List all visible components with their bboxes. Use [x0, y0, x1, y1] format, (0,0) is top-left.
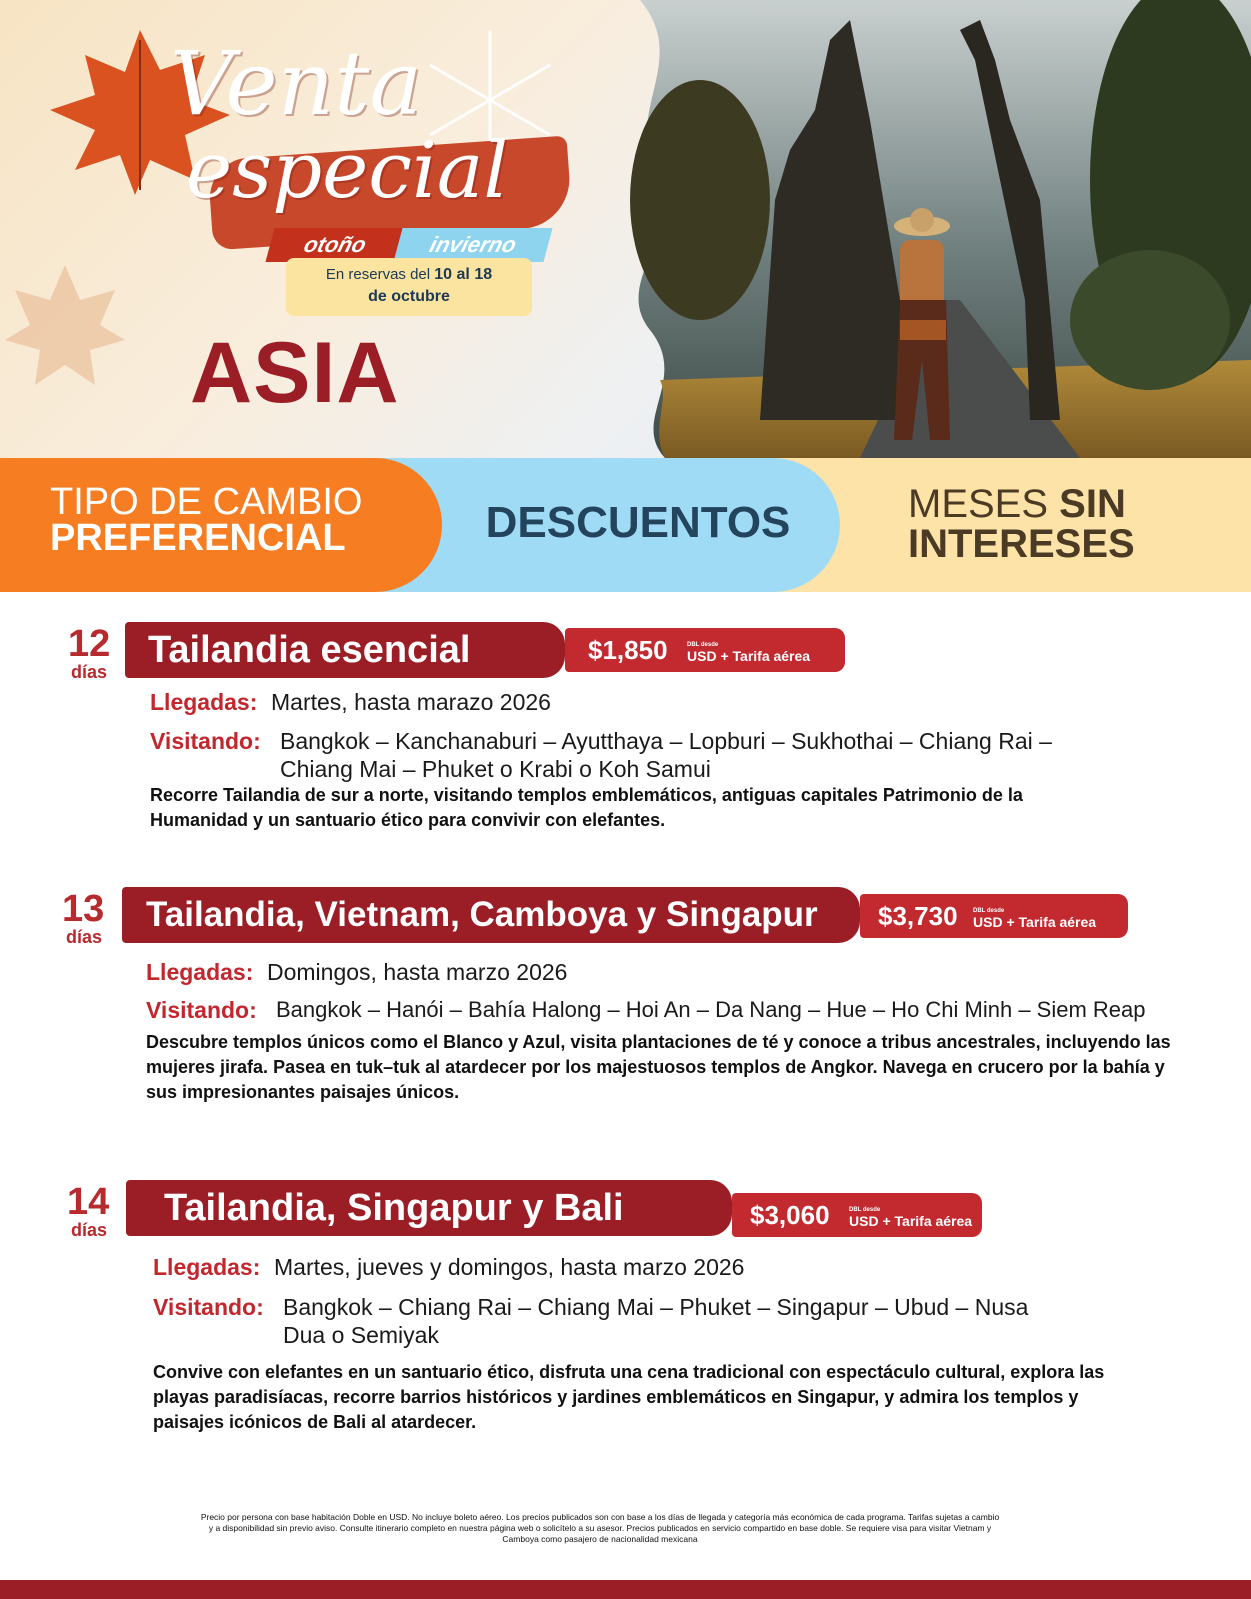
- bottom-bar: [0, 1580, 1251, 1599]
- tour-description: Recorre Tailandia de sur a norte, visitando templos emblemáticos, antiguas capitales Patrimonio de la Humanidad y un santuario ético para convivir con elefantes.: [150, 785, 1023, 830]
- tour-description: Descubre templos únicos como el Blanco y Azul, visita plantaciones de té y conoce a tribus ancestrales, incluyendo las mujeres jirafa. Pasea en tuk–tuk al atardecer por los majestuosos templos de Angkor. Navega en crucero por la bahía y sus impresionantes paisajes únicos.: [146, 1032, 1171, 1102]
- arrivals-value: Domingos, hasta marzo 2026: [267, 959, 568, 985]
- legal-disclaimer: Precio por persona con base habitación Doble en USD. No incluye boleto aéreo. Los precios publicados son con base a los días de llegada y categoría más económica de cada programa. Tarifas sujetas a cambio y a disponibilidad sin previo aviso. Consulte itinerario completo en nuestra página web o solicítelo a su asesor. Precios publicados en servicio compartido en base doble. Se requiere visa para visitar Vietnam y Camboya como pasajero de nacionalidad mexicana: [200, 1512, 1000, 1544]
- benefit-exchange-rate: [50, 481, 430, 559]
- tour-price-suffix: USD + Tarifa aérea: [849, 1213, 973, 1229]
- visiting-value: Bangkok – Hanói – Bahía Halong – Hoi An – Da Nang – Hue – Ho Chi Minh – Siem Reap: [276, 997, 1146, 1022]
- visiting-value: Bangkok – Kanchanaburi – Ayutthaya – Lopburi – Sukhothai – Chiang Rai – Chiang Mai – Phuket o Krabi o Koh Samui: [280, 728, 1052, 782]
- arrivals-label: Llegadas:: [153, 1254, 261, 1280]
- hero-section: [0, 0, 1251, 458]
- tour-card: [0, 625, 1251, 855]
- benefits-banner: [0, 458, 1251, 592]
- tour-price-basis: DBL desde: [849, 1207, 881, 1213]
- visiting-value: Bangkok – Chiang Rai – Chiang Mai – Phuket – Singapur – Ubud – Nusa Dua o Semiyak: [283, 1294, 1029, 1348]
- tour-price: $3,730: [878, 901, 958, 931]
- benefit-without: SIN: [1059, 482, 1126, 526]
- benefit-exchange-line1: TIPO DE CAMBIO: [50, 481, 363, 523]
- benefit-interest-free: [908, 484, 1228, 564]
- tour-price: $3,060: [750, 1200, 830, 1230]
- tour-price-suffix: USD + Tarifa aérea: [973, 914, 1097, 930]
- tour-days-label: días: [71, 1220, 108, 1240]
- benefit-interest: INTERESES: [908, 522, 1135, 566]
- arrivals-value: Martes, hasta marazo 2026: [271, 689, 551, 715]
- tour-price-basis: DBL desde: [687, 642, 719, 648]
- season-autumn: otoño: [265, 228, 404, 262]
- region-title: ASIA: [190, 325, 400, 421]
- tour-title: Tailandia, Vietnam, Camboya y Singapur: [146, 895, 818, 934]
- tour-days-number: 14: [67, 1181, 110, 1223]
- promo-title-line1: Venta: [170, 32, 423, 135]
- reservation-prefix: En reservas del: [325, 266, 431, 283]
- tour-days-label: días: [66, 927, 103, 947]
- maple-leaf-icon: [0, 260, 130, 400]
- benefit-discounts: DESCUENTOS: [485, 498, 791, 547]
- arrivals-label: Llegadas:: [146, 959, 254, 985]
- tour-price: $1,850: [588, 635, 668, 665]
- tour-days-label: días: [71, 662, 108, 682]
- tour-title: Tailandia, Singapur y Bali: [164, 1187, 624, 1229]
- benefit-exchange-line2: PREFERENCIAL: [50, 517, 346, 559]
- arrivals-label: Llegadas:: [150, 689, 258, 715]
- season-winter: invierno: [393, 228, 552, 262]
- tour-days-number: 13: [62, 888, 105, 930]
- reservation-dates-box: [286, 258, 532, 316]
- promo-title-line2: especial: [186, 126, 509, 216]
- visiting-label: Visitando:: [150, 728, 261, 754]
- benefit-months: MESES: [908, 482, 1049, 526]
- visiting-label: Visitando:: [146, 997, 257, 1023]
- tour-price-basis: DBL desde: [973, 908, 1005, 914]
- reservation-suffix: de octubre: [368, 288, 450, 305]
- tour-days-number: 12: [68, 623, 111, 665]
- reservation-dates: 10 al 18: [434, 266, 493, 283]
- season-tag: [270, 228, 560, 262]
- arrivals-value: Martes, jueves y domingos, hasta marzo 2026: [274, 1254, 745, 1280]
- tour-description: Convive con elefantes en un santuario ético, disfruta una cena tradicional con espectáculo cultural, explora las playas paradisíacas, recorre barrios históricos y jardines emblemáticos en Singapur, y admira los templos y paisajes icónicos de Bali al atardecer.: [153, 1362, 1105, 1432]
- tour-price-suffix: USD + Tarifa aérea: [687, 648, 811, 664]
- tour-title: Tailandia esencial: [148, 629, 471, 671]
- tour-card: [0, 1183, 1251, 1443]
- visiting-label: Visitando:: [153, 1294, 264, 1320]
- tour-card: [0, 890, 1251, 1130]
